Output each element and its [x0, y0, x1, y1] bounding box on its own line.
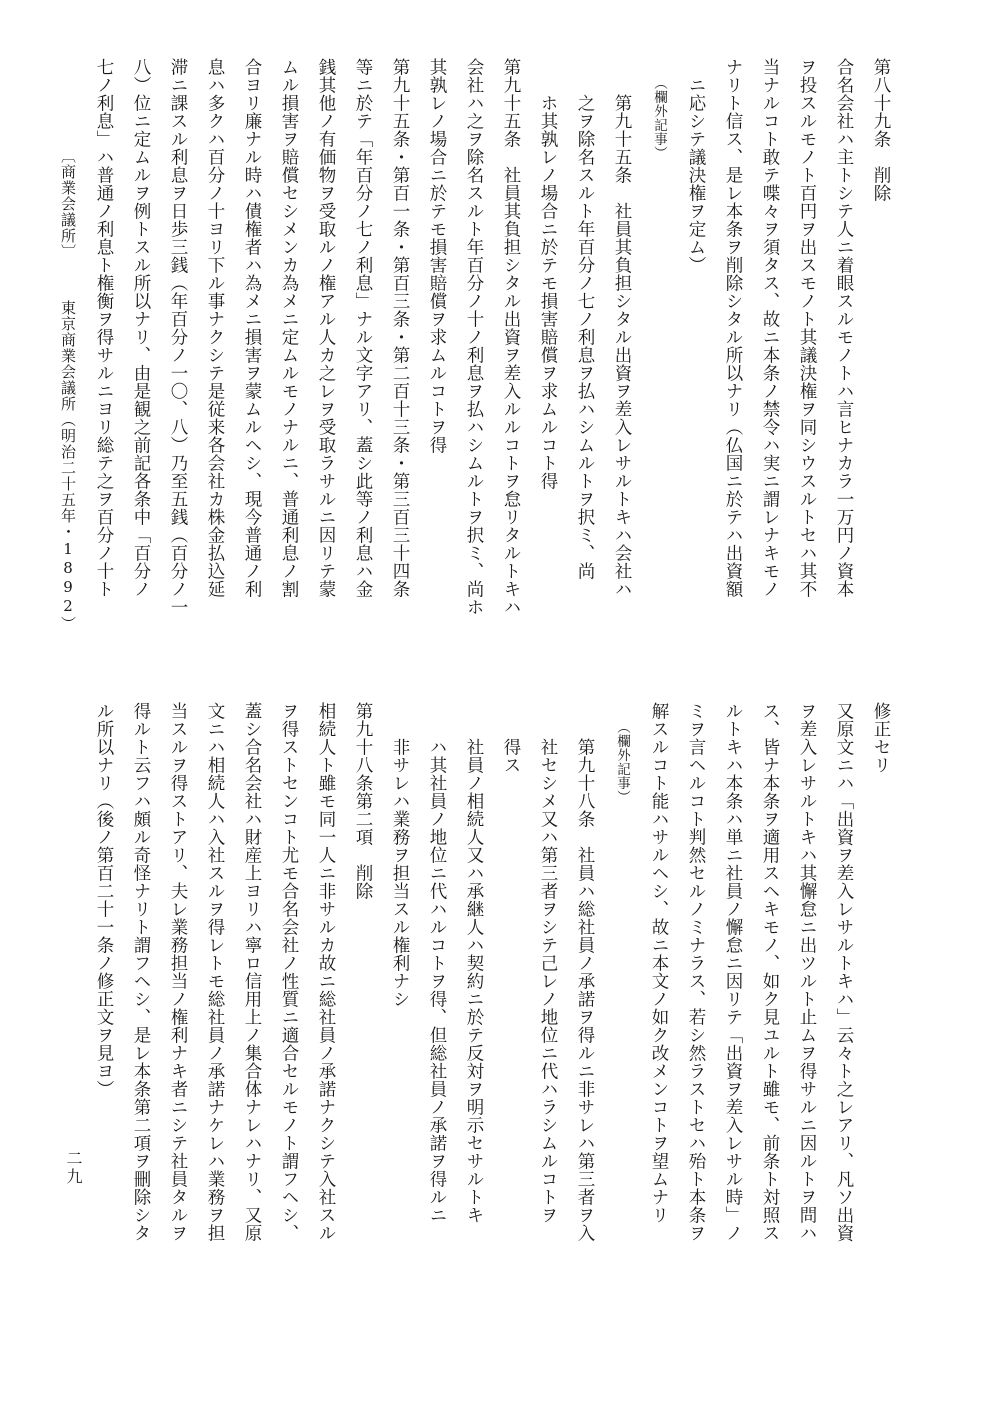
text-line: 銭其他ノ有価物ヲ受取ルノ権アル人カ之レヲ受取ラサルニ因リテ蒙: [316, 58, 336, 598]
text-line: ミヲ言ヘルコト判然セルノミナラス、若シ然ラストセハ殆ト本条ヲ: [686, 702, 706, 1242]
footer-publisher: [58, 148, 79, 260]
footer-org-year: 東京商業会議所（明治二十五年・1892）: [59, 300, 77, 632]
text-line: ル所以ナリ（後ノ第百二十一条ノ修正文ヲ見ヨ）: [94, 702, 114, 1098]
text-line: 第九十五条・第百一条・第百三条・第二百十三条・第三百三十四条: [390, 58, 410, 598]
heading-article-98: 第九十八条第二項 削除: [353, 702, 373, 900]
heading-article-89: 第八十九条 削除: [871, 58, 891, 202]
margin-note-line: 得ス: [501, 738, 521, 774]
margin-note-line: 社セシメ又ハ第三者ヲシテ己レノ地位ニ代ハラシムルコトヲ: [538, 738, 558, 1224]
heading-article-95: 第九十五条 社員其負担シタル出資ヲ差入ルルコトヲ怠リタルトキハ: [501, 58, 521, 616]
text-line: ヲ投スルモノト百円ヲ出スモノト其議決権ヲ同シウスルトセハ其不: [797, 58, 817, 598]
text-line: 会社ハ之ヲ除名スルト年百分ノ十ノ利息ヲ払ハシムルトヲ択ミ、尚ホ: [464, 58, 484, 616]
margin-note-line: 之ヲ除名スルト年百分ノ七ノ利息ヲ払ハシムルトヲ択ミ、尚: [575, 94, 595, 580]
text-line: ムル損害ヲ賠償セシメンカ為メニ定ムルモノナルニ、普通利息ノ割: [279, 58, 299, 598]
upper-text-block: [85, 58, 899, 658]
margin-note-line: 非サレハ業務ヲ担当スル権利ナシ: [390, 738, 410, 1008]
margin-note-line: 社員ノ相続人又ハ承継人ハ契約ニ於テ反対ヲ明示セサルトキ: [464, 738, 484, 1224]
text-line: ナリト信ス、是レ本条ヲ削除シタル所以ナリ（仏国ニ於テハ出資額: [723, 58, 743, 598]
margin-note-label: （欄外記事）: [651, 76, 667, 160]
text-line: 七ノ利息」ハ普通ノ利息ト権衡ヲ得サルニヨリ総テ之ヲ百分ノ十ト: [94, 58, 114, 598]
text-line: 得ルト云フハ頗ル奇怪ナリト謂フヘシ、是レ本条第二項ヲ刪除シタ: [131, 702, 151, 1242]
text-line: 合名会社ハ主トシテ人ニ着眼スルモノトハ言ヒナカラ一万円ノ資本: [834, 58, 854, 598]
margin-note-line: 第九十五条 社員其負担シタル出資ヲ差入レサルトキハ会社ハ: [612, 94, 632, 598]
footer-publisher-label: 〔商業会議所〕: [59, 148, 77, 260]
text-line: ニ応シテ議決権ヲ定ム）: [686, 76, 706, 274]
text-line: ルトキハ本条ハ単ニ社員ノ懈怠ニ因リテ「出資ヲ差入レサル時」ノ: [723, 702, 743, 1242]
text-line: 息ハ多クハ百分ノ十ヨリ下ル事ナクシテ是従来各会社カ株金払込延: [205, 58, 225, 598]
margin-note-label: （欄外記事）: [614, 720, 630, 804]
footer-source: [58, 300, 79, 632]
text-line: 修正セリ: [871, 702, 891, 774]
text-line: 当ナルコト敢テ喋々ヲ須タス、故ニ本条ノ禁令ハ実ニ謂レナキモノ: [760, 58, 780, 598]
margin-note-line: ホ其孰レノ場合ニ於テモ損害賠償ヲ求ムルコト得: [538, 94, 558, 490]
text-line: 蓋シ合名会社ハ財産上ヨリハ寧ロ信用上ノ集合体ナレハナリ、又原: [242, 702, 262, 1242]
page-number: 二九: [64, 1150, 83, 1186]
margin-note-line: 第九十八条 社員ハ総社員ノ承諾ヲ得ルニ非サレハ第三者ヲ入: [575, 738, 595, 1242]
text-line: 八）位ニ定ムルヲ例トスル所以ナリ、由是観之前記各条中「百分ノ: [131, 58, 151, 598]
text-line: 又原文ニハ「出資ヲ差入レサルトキハ」云々ト之レアリ、凡ソ出資: [834, 702, 854, 1242]
text-line: 解スルコト能ハサルヘシ、故ニ本文ノ如ク改メンコトヲ望ムナリ: [649, 702, 669, 1224]
text-line: 文ニハ相続人ハ入社スルヲ得レトモ総社員ノ承諾ナケレハ業務ヲ担: [205, 702, 225, 1242]
lower-text-block: [85, 702, 899, 1302]
text-line: 当スルヲ得ストアリ、夫レ業務担当ノ権利ナキ者ニシテ社員タルヲ: [168, 702, 188, 1242]
text-line: ス、皆ナ本条ヲ適用スヘキモノ、如ク見ユルト雖モ、前条ト対照ス: [760, 702, 780, 1242]
text-line: ヲ差入レサルトキハ其懈怠ニ出ツルト止ムヲ得サルニ因ルトヲ問ハ: [797, 702, 817, 1242]
text-line: 滞ニ課スル利息ヲ日歩三銭（年百分ノ一〇、八）乃至五銭（百分ノ一: [168, 58, 188, 616]
text-line: 等ニ於テ「年百分ノ七ノ利息」ナル文字アリ、蓋シ此等ノ利息ハ金: [353, 58, 373, 598]
text-line: 其孰レノ場合ニ於テモ損害賠償ヲ求ムルコトヲ得: [427, 58, 447, 454]
text-line: 合ヨリ廉ナル時ハ債権者ハ為メニ損害ヲ蒙ムルヘシ、現今普通ノ利: [242, 58, 262, 598]
margin-note-line: ハ其社員ノ地位ニ代ハルコトヲ得、但総社員ノ承諾ヲ得ルニ: [427, 738, 447, 1224]
text-line: ヲ得ストセンコト尤モ合名会社ノ性質ニ適合セルモノト謂フヘシ、: [279, 702, 299, 1242]
text-line: 相続人ト雖モ同一人ニ非サルカ故ニ総社員ノ承諾ナクシテ入社スル: [316, 702, 336, 1242]
